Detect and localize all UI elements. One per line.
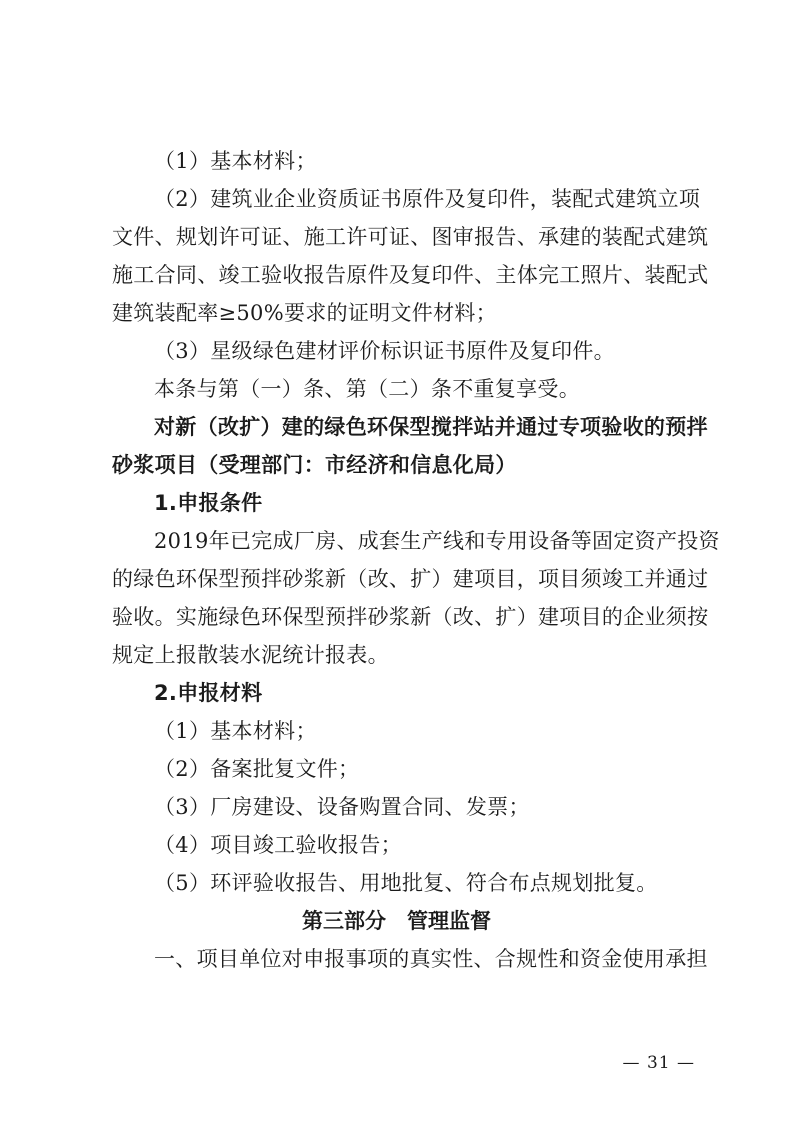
paragraph-line: 本条与第（一）条、第（二）条不重复享受。 [154, 377, 580, 401]
paragraph-line: 规定上报散装水泥统计报表。 [112, 643, 389, 667]
section-heading-line: 砂浆项目（受理部门：市经济和信息化局） [112, 453, 517, 477]
subheading: 1.申报条件 [154, 491, 263, 515]
paragraph-line: （2）建筑业企业资质证书原件及复印件，装配式建筑立项 [154, 187, 701, 211]
paragraph-line: 的绿色环保型预拌砂浆新（改、扩）建项目，项目须竣工并通过 [112, 567, 709, 591]
list-item: （2）备案批复文件； [154, 757, 360, 781]
paragraph-line: 一、项目单位对申报事项的真实性、合规性和资金使用承担 [154, 947, 708, 971]
list-item: （1）基本材料； [154, 719, 317, 743]
paragraph-line: 验收。实施绿色环保型预拌砂浆新（改、扩）建项目的企业须按 [112, 605, 709, 629]
part-title: 第三部分 管理监督 [302, 909, 491, 933]
list-item: （4）项目竣工验收报告； [154, 833, 402, 857]
paragraph-line: （3）星级绿色建材评价标识证书原件及复印件。 [154, 339, 615, 363]
paragraph-line: 施工合同、竣工验收报告原件及复印件、主体完工照片、装配式 [112, 263, 709, 287]
list-item: （3）厂房建设、设备购置合同、发票； [154, 795, 530, 819]
list-item: （5）环评验收报告、用地批复、符合布点规划批复。 [154, 871, 658, 895]
paragraph-line: 建筑装配率≥50%要求的证明文件材料； [112, 301, 497, 325]
paragraph-line: 文件、规划许可证、施工许可证、图审报告、承建的装配式建筑 [112, 225, 709, 249]
paragraph-line: 2019年已完成厂房、成套生产线和专用设备等固定资产投资 [154, 529, 720, 553]
page-number: — 31 — [622, 1053, 695, 1073]
section-heading-line: 对新（改扩）建的绿色环保型搅拌站并通过专项验收的预拌 [154, 415, 708, 439]
subheading: 2.申报材料 [154, 681, 263, 705]
paragraph-line: （1）基本材料； [154, 149, 317, 173]
